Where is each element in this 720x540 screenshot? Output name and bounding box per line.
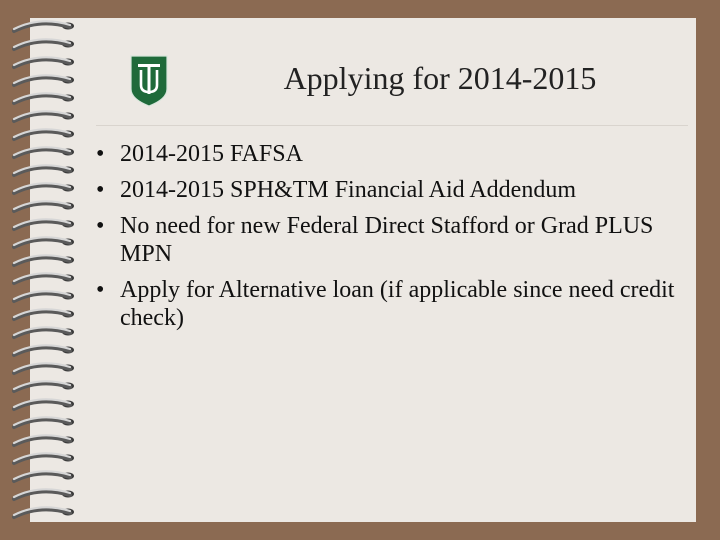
- bullet-item: • 2014-2015 FAFSA: [90, 140, 680, 168]
- bullet-item: • Apply for Alternative loan (if applicable since need credit check): [90, 276, 680, 332]
- slide-title: Applying for 2014-2015: [283, 60, 597, 96]
- bullet-item: • 2014-2015 SPH&TM Financial Aid Addendum: [90, 176, 680, 204]
- bullet-list: [90, 140, 680, 340]
- spiral-binding: [0, 0, 84, 540]
- tulane-logo-icon: [130, 55, 168, 107]
- divider: [96, 125, 688, 126]
- bullet-item: • No need for new Federal Direct Stafford or Grad PLUS MPN: [90, 212, 680, 268]
